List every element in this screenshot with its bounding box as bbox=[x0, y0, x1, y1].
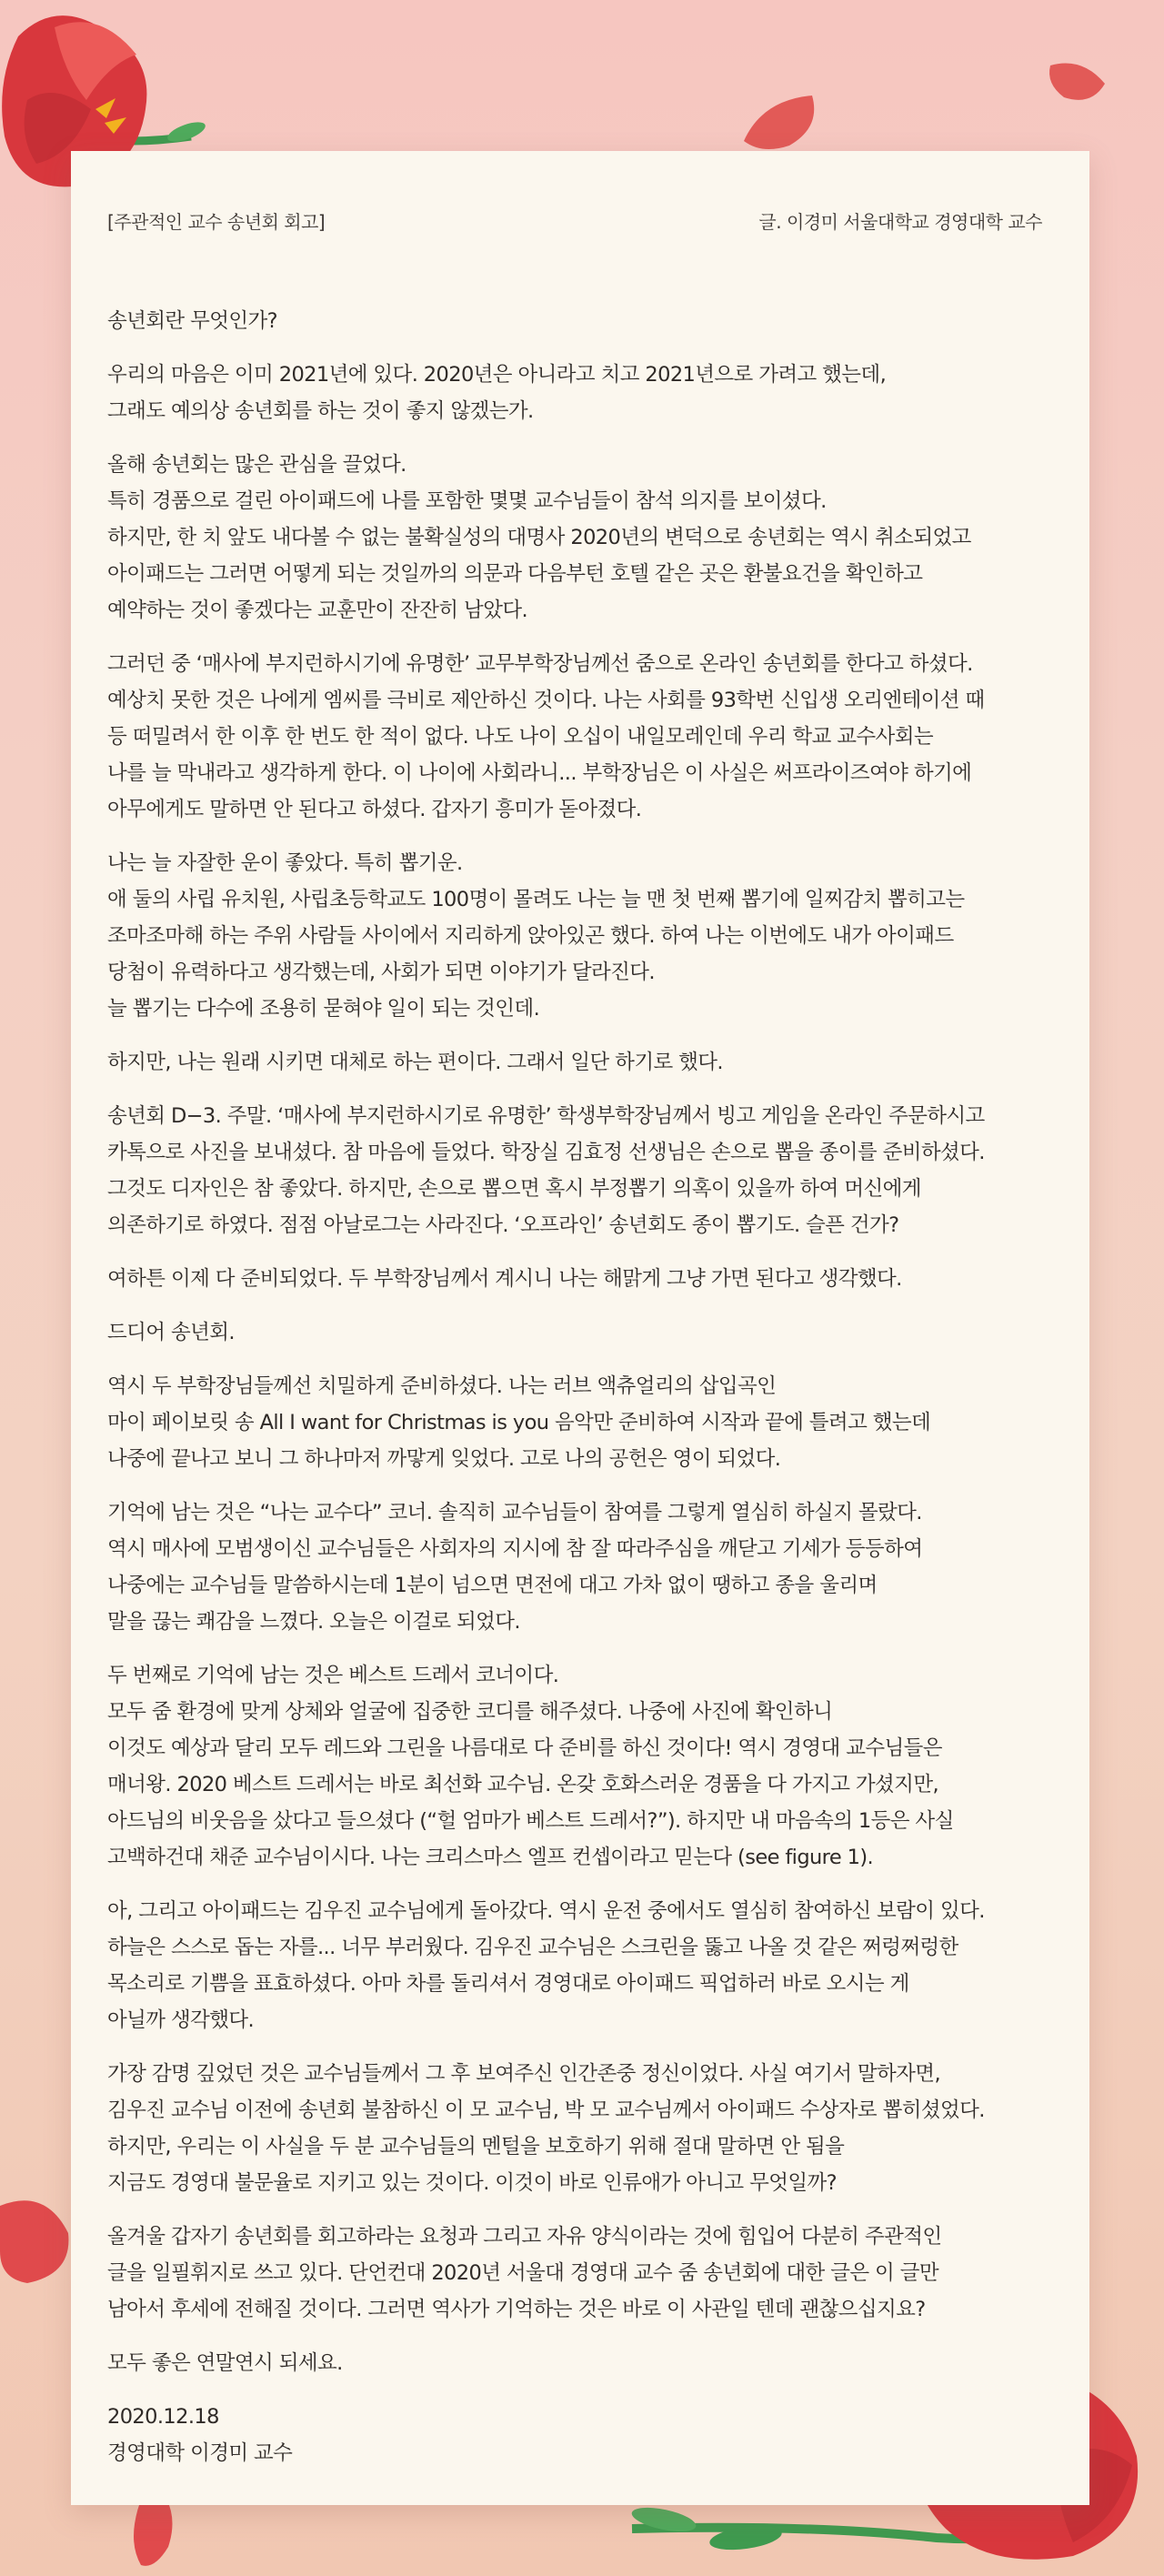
text-line: 마이 페이보릿 송 All I want for Christmas is you 음악만 준비하여 시작과 끝에 틀려고 했는데 bbox=[107, 1411, 931, 1434]
text-line: 애 둘의 사립 유치원, 사립초등학교도 100명이 몰려도 나는 늘 맨 첫 번째 뽑기에 일찌감치 뽑히고는 bbox=[107, 888, 965, 911]
paragraph bbox=[107, 1314, 1042, 1351]
text-line: 올겨울 갑자기 송년회를 회고하라는 요청과 그리고 자유 양식이라는 것에 힘입어 다분히 주관적인 bbox=[107, 2225, 942, 2249]
text-line: 드디어 송년회. bbox=[107, 1321, 235, 1344]
text-line: 고백하건대 채준 교수님이시다. 나는 크리스마스 엘프 컨셉이라고 믿는다 (see figure 1). bbox=[107, 1846, 874, 1869]
text-line: 나중에 끝나고 보니 그 하나마저 까맣게 잊었다. 고로 나의 공헌은 영이 되었다. bbox=[107, 1447, 781, 1471]
text-line: 남아서 후세에 전해질 것이다. 그러면 역사가 기억하는 것은 바로 이 사관일 텐데 괜찮으십지요? bbox=[107, 2298, 926, 2321]
paragraph bbox=[107, 1098, 1042, 1243]
letter-header bbox=[107, 207, 1042, 234]
text-line: 우리의 마음은 이미 2021년에 있다. 2020년은 아니라고 치고 2021년으로 가려고 했는데, bbox=[107, 363, 887, 387]
text-line: 예상치 못한 것은 나에게 엠씨를 극비로 제안하신 것이다. 나는 사회를 93학번 신입생 오리엔테이션 때 bbox=[107, 689, 985, 712]
text-line: 경영대학 이경미 교수 bbox=[107, 2441, 293, 2465]
paragraph bbox=[107, 447, 1042, 629]
text-line: 그래도 예의상 송년회를 하는 것이 좋지 않겠는가. bbox=[107, 399, 534, 423]
paragraph bbox=[107, 1044, 1042, 1081]
paragraph bbox=[107, 646, 1042, 828]
text-line: 예약하는 것이 좋겠다는 교훈만이 잔잔히 남았다. bbox=[107, 599, 528, 622]
paragraph bbox=[107, 1494, 1042, 1640]
paragraph bbox=[107, 2056, 1042, 2201]
text-line: 모두 좋은 연말연시 되세요. bbox=[107, 2351, 343, 2375]
text-line: 아이패드는 그러면 어떻게 되는 것일까의 의문과 다음부턴 호텔 같은 곳은 환불요건을 확인하고 bbox=[107, 562, 923, 586]
text-line: 나는 늘 자잘한 운이 좋았다. 특히 뽑기운. bbox=[107, 851, 463, 875]
text-line: 그러던 중 ‘매사에 부지런하시기에 유명한’ 교무부학장님께선 줌으로 온라인 송년회를 한다고 하셨다. bbox=[107, 652, 973, 676]
text-line: 역시 매사에 모범생이신 교수님들은 사회자의 지시에 참 잘 따라주심을 깨닫고 기세가 등등하여 bbox=[107, 1537, 923, 1561]
paragraph bbox=[107, 303, 1042, 339]
text-line: 아, 그리고 아이패드는 김우진 교수님에게 돌아갔다. 역시 운전 중에서도 열심히 참여하신 보람이 있다. bbox=[107, 1899, 985, 1923]
text-line: 아무에게도 말하면 안 된다고 하셨다. 갑자기 흥미가 돋아졌다. bbox=[107, 798, 642, 821]
letter-paper bbox=[71, 151, 1089, 2505]
text-line: 김우진 교수님 이전에 송년회 불참하신 이 모 교수님, 박 모 교수님께서 아이패드 수상자로 뽑히셨었다. bbox=[107, 2098, 985, 2122]
text-line: 특히 경품으로 걸린 아이패드에 나를 포함한 몇몇 교수님들이 참석 의지를 보이셨다. bbox=[107, 489, 827, 513]
paragraph bbox=[107, 2345, 1042, 2381]
text-line: 하지만, 한 치 앞도 내다볼 수 없는 불확실성의 대명사 2020년의 변덕으로 송년회는 역시 취소되었고 bbox=[107, 526, 971, 549]
paragraph bbox=[107, 2219, 1042, 2328]
text-line: 그것도 디자인은 참 좋았다. 하지만, 손으로 뽑으면 혹시 부정뽑기 의혹이 있을까 하여 머신에게 bbox=[107, 1177, 921, 1201]
author-byline: 글. 이경미 서울대학교 경영대학 교수 bbox=[758, 211, 1042, 233]
text-line: 2020.12.18 bbox=[107, 2405, 219, 2429]
text-line: 아닐까 생각했다. bbox=[107, 2008, 255, 2032]
text-line: 나중에는 교수님들 말씀하시는데 1분이 넘으면 면전에 대고 가차 없이 땡하고 종을 울리며 bbox=[107, 1574, 878, 1597]
text-line: 말을 끊는 쾌감을 느꼈다. 오늘은 이걸로 되었다. bbox=[107, 1610, 520, 1634]
paragraph bbox=[107, 1893, 1042, 2038]
text-line: 하늘은 스스로 돕는 자를... 너무 부러웠다. 김우진 교수님은 스크린을 뚫고 나올 것 같은 쩌렁쩌렁한 bbox=[107, 1936, 958, 1959]
text-line: 올해 송년회는 많은 관심을 끌었다. bbox=[107, 453, 406, 477]
text-line: 카톡으로 사진을 보내셨다. 참 마음에 들었다. 학장실 김효정 선생님은 손으로 뽑을 종이를 준비하셨다. bbox=[107, 1141, 985, 1164]
text-line: 글을 일필휘지로 쓰고 있다. 단언컨대 2020년 서울대 경영대 교수 줌 송년회에 대한 글은 이 글만 bbox=[107, 2261, 939, 2285]
text-line: 하지만, 우리는 이 사실을 두 분 교수님들의 멘털을 보호하기 위해 절대 말하면 안 됨을 bbox=[107, 2135, 845, 2158]
text-line: 송년회란 무엇인가? bbox=[107, 309, 277, 333]
text-line: 송년회 D−3. 주말. ‘매사에 부지런하시기로 유명한’ 학생부학장님께서 빙고 게임을 온라인 주문하시고 bbox=[107, 1104, 985, 1128]
paragraph bbox=[107, 845, 1042, 1027]
text-line: 목소리로 기쁨을 표효하셨다. 아마 차를 돌리셔서 경영대로 아이패드 픽업하러 바로 오시는 게 bbox=[107, 1972, 909, 1996]
text-line: 모두 줌 환경에 맞게 상체와 얼굴에 집중한 코디를 해주셨다. 나중에 사진에 확인하니 bbox=[107, 1700, 833, 1724]
text-line: 당첨이 유력하다고 생각했는데, 사회가 되면 이야기가 달라진다. bbox=[107, 961, 655, 984]
text-line: 두 번째로 기억에 남는 것은 베스트 드레서 코너이다. bbox=[107, 1664, 559, 1687]
text-line: 등 떠밀려서 한 이후 한 번도 한 적이 없다. 나도 나이 오십이 내일모레인데 우리 학교 교수사회는 bbox=[107, 725, 933, 749]
text-line: 의존하기로 하였다. 점점 아날로그는 사라진다. ‘오프라인’ 송년회도 종이 뽑기도. 슬픈 건가? bbox=[107, 1213, 899, 1237]
text-line: 이것도 예상과 달리 모두 레드와 그린을 나름대로 다 준비를 하신 것이다! 역시 경영대 교수님들은 bbox=[107, 1736, 942, 1760]
text-line: 가장 감명 깊었던 것은 교수님들께서 그 후 보여주신 인간존중 정신이었다. 사실 여기서 말하자면, bbox=[107, 2062, 940, 2086]
text-line: 지금도 경영대 불문율로 지키고 있는 것이다. 이것이 바로 인류애가 아니고 무엇일까? bbox=[107, 2171, 838, 2195]
text-line: 아드님의 비웃음을 샀다고 들으셨다 (“헐 엄마가 베스트 드레서?”). 하지만 내 마음속의 1등은 사실 bbox=[107, 1809, 954, 1833]
letter-body bbox=[107, 303, 1042, 2471]
text-line: 늘 뽑기는 다수에 조용히 묻혀야 일이 되는 것인데. bbox=[107, 997, 540, 1021]
paragraph bbox=[107, 357, 1042, 429]
series-title: [주관적인 교수 송년회 회고] bbox=[107, 211, 326, 233]
petal-top-center-icon bbox=[735, 91, 826, 155]
text-line: 역시 두 부학장님들께선 치밀하게 준비하셨다. 나는 러브 액츄얼리의 삽입곡인 bbox=[107, 1374, 777, 1398]
text-line: 여하튼 이제 다 준비되었다. 두 부학장님께서 계시니 나는 해맑게 그냥 가면 된다고 생각했다. bbox=[107, 1267, 902, 1291]
paragraph bbox=[107, 1368, 1042, 1477]
paragraph bbox=[107, 1657, 1042, 1876]
text-line: 나를 늘 막내라고 생각하게 한다. 이 나이에 사회라니... 부학장님은 이 사실은 써프라이즈여야 하기에 bbox=[107, 761, 972, 785]
text-line: 하지만, 나는 원래 시키면 대체로 하는 편이다. 그래서 일단 하기로 했다. bbox=[107, 1051, 723, 1074]
paragraph bbox=[107, 1261, 1042, 1297]
text-line: 기억에 남는 것은 “나는 교수다” 코너. 솔직히 교수님들이 참여를 그렇게 열심히 하실지 몰랐다. bbox=[107, 1501, 922, 1524]
paragraph bbox=[107, 2399, 1042, 2471]
text-line: 매너왕. 2020 베스트 드레서는 바로 최선화 교수님. 온갖 호화스러운 경품을 다 가지고 가셨지만, bbox=[107, 1773, 939, 1796]
petal-top-right-icon bbox=[1046, 56, 1109, 111]
text-line: 조마조마해 하는 주위 사람들 사이에서 지리하게 앉아있곤 했다. 하여 나는 이번에도 내가 아이패드 bbox=[107, 924, 954, 948]
petal-left-icon bbox=[0, 2188, 82, 2288]
